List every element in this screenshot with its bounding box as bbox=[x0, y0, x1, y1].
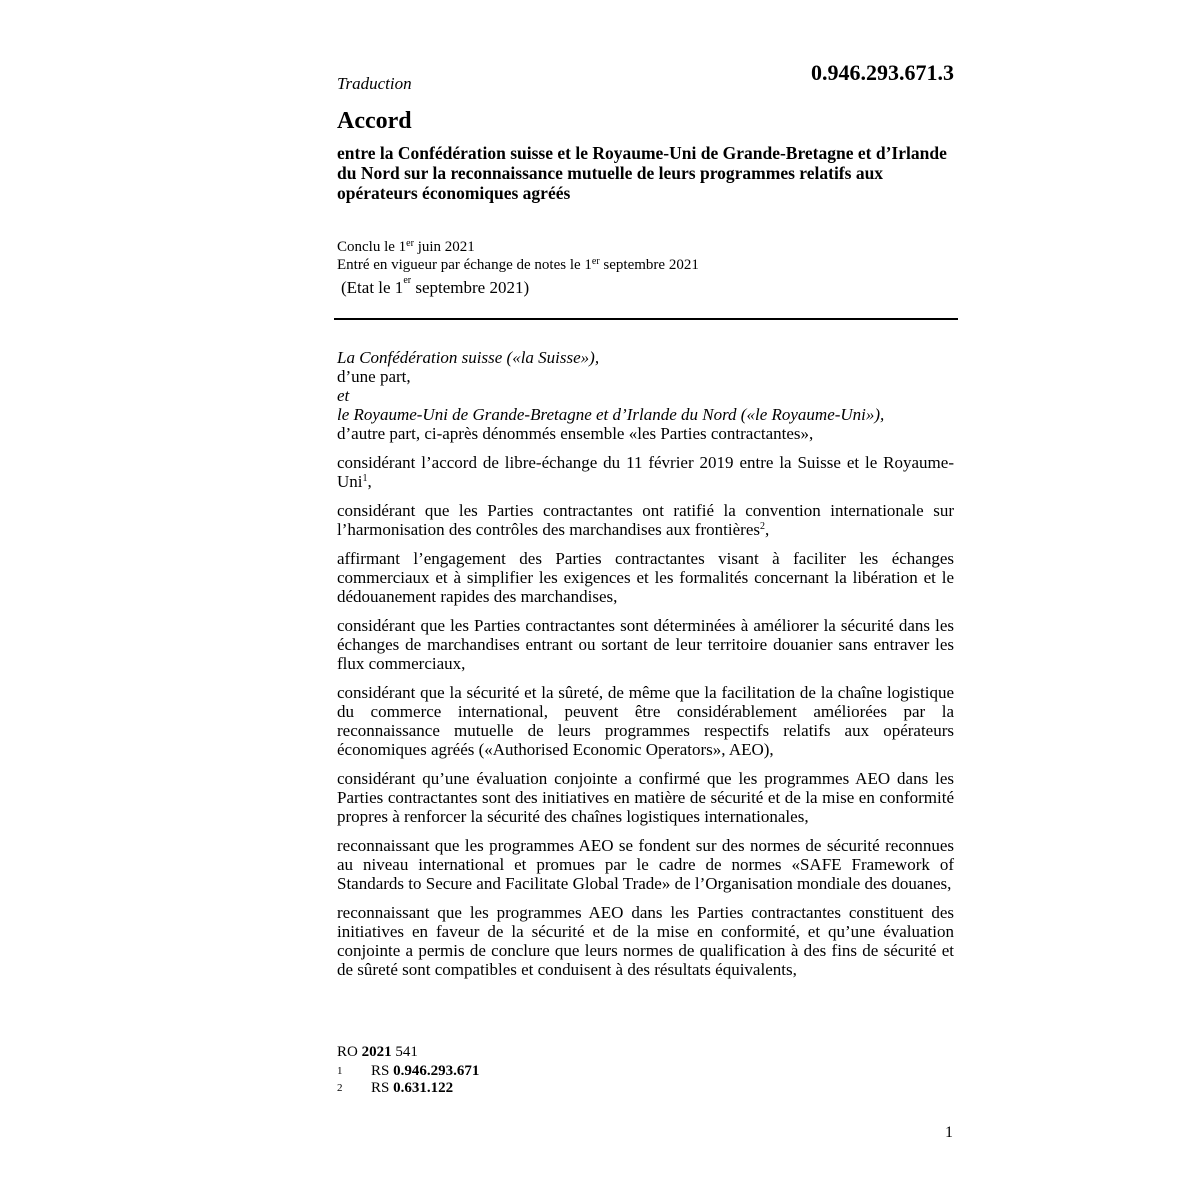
recital: considérant l’accord de libre-échange du 11 février 2019 entre la Suisse et le Royaume-Uni$^1$, bbox=[337, 453, 954, 491]
recital: reconnaissant que les programmes AEO dans les Parties contractantes constituent des initiatives en faveur de la sécurité et de la mise en conformité, et qu’une évaluation conjointe a permis de conclure que leurs normes de qualification à des fins de sécurité et de sûreté sont compatibles et conduisent à des résultats équivalents, bbox=[337, 903, 954, 979]
conclusion-date: Conclu le 1er juin 2021 bbox=[337, 238, 475, 255]
party-uk: le Royaume-Uni de Grande-Bretagne et d’Irlande du Nord («le Royaume-Uni»), bbox=[337, 405, 885, 424]
header-divider bbox=[334, 318, 958, 320]
party-switzerland: La Confédération suisse («la Suisse»), bbox=[337, 348, 600, 367]
entry-into-force-date: Entré en vigueur par échange de notes le 1er septembre 2021 bbox=[337, 256, 699, 273]
footnote-1: 1 RS 0.946.293.671 bbox=[337, 1063, 480, 1079]
status-date: (Etat le 1er septembre 2021) bbox=[341, 275, 530, 297]
party-two-label: d’autre part, ci-après dénommés ensemble «les Parties contractantes», bbox=[337, 424, 814, 443]
recital: considérant que les Parties contractantes sont déterminées à améliorer la sécurité dans les échanges de marchandises entrant ou sortant de leur territoire douanier sans entraver les flux commerciaux, bbox=[337, 616, 954, 673]
translation-label: Traduction bbox=[337, 74, 412, 93]
official-compilation-ref: RO 2021 541 bbox=[337, 1044, 418, 1060]
page-title: Accord bbox=[337, 108, 412, 134]
recital: considérant que les Parties contractantes ont ratifié la convention internationale sur l’harmonisation des contrôles des marchandises aux frontières$^2$, bbox=[337, 501, 954, 539]
preamble bbox=[337, 348, 954, 979]
recital: reconnaissant que les programmes AEO se fondent sur des normes de sécurité reconnues au niveau international et promues par le cadre de normes «SAFE Framework of Standards to Secure and Facilitate Global Trade» de l’Organisation mondiale des douanes, bbox=[337, 836, 954, 893]
document-number: 0.946.293.671.3 bbox=[811, 60, 954, 85]
footnote-ref[interactable]: 1 bbox=[362, 473, 368, 484]
footnote-ref[interactable]: 2 bbox=[759, 521, 765, 532]
conjunction: et bbox=[337, 386, 350, 405]
recital: considérant qu’une évaluation conjointe a confirmé que les programmes AEO dans les Parties contractantes sont des initiatives en matière de sécurité et de la mise en conformité propres à renforcer la sécurité des chaînes logistiques internationales, bbox=[337, 769, 954, 826]
footnote-2: 2 RS 0.631.122 bbox=[337, 1080, 454, 1096]
recital: affirmant l’engagement des Parties contractantes visant à faciliter les échanges commerciaux et à simplifier les exigences et les formalités concernant la libération et le dédouanement rapides des marchandises, bbox=[337, 549, 954, 606]
recital: considérant que la sécurité et la sûreté, de même que la facilitation de la chaîne logistique du commerce international, peuvent être considérablement améliorées par la reconnaissance mutuelle de leurs programmes respectifs relatifs aux opérateurs économiques agréés («Authorised Economic Operators», AEO), bbox=[337, 683, 954, 759]
party-one-label: d’une part, bbox=[337, 367, 411, 386]
agreement-subtitle: entre la Confédération suisse et le Royaume-Uni de Grande-Bretagne et d’Irlande du Nord sur la reconnaissance mutuelle de leurs programmes relatifs aux opérateurs économiques agréés bbox=[337, 143, 947, 203]
page-number: 1 bbox=[945, 1124, 953, 1141]
